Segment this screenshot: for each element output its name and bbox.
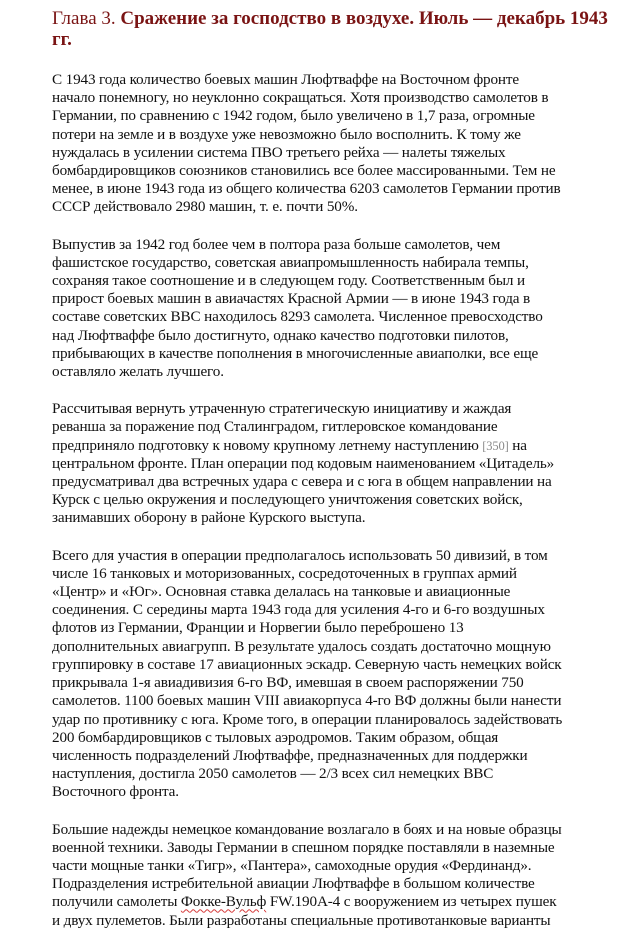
footnote-reference-link[interactable]: [350] bbox=[482, 438, 509, 453]
chapter-heading bbox=[52, 8, 624, 50]
paragraph-4: Всего для участия в операции предполагалось использовать 50 дивизий, в том числе 16 танковых и моторизованных, сосредоточенных в группах армий «Центр» и «Юг». Основная ставка делалась на танковые и авиационные соединения. С середины марта 1943 года для усиления 4-го и 6-го воздушных флотов из Германии, Франции и Норвегии было переброшено 13 дополнительных авиагрупп. В результате удалось создать достаточно мощную группировку в составе 17 авиационных эскадр. Северную часть немецких войск прикрывала 1-я авиадивизия 6-го ВФ, имевшая в своем распоряжении 750 самолетов. 1100 боевых машин VIII авиакорпуса 4-го ВФ должны были нанести удар по противнику с юга. Кроме того, в операции планировалось задействовать 200 бомбардировщиков с тыловых аэродромов. Таким образом, общая численность подразделений Люфтваффе, предназначенных для поддержки наступления, достигла 2050 самолетов — 2/3 всех сил немецких ВВС Восточного фронта. bbox=[52, 546, 563, 801]
paragraph-3 bbox=[52, 400, 624, 527]
spellcheck-marked-word: Фокке-Вульф bbox=[180, 893, 267, 911]
paragraph-3-text-end: на центральном фронте. План операции под кодовым наименованием «Цитадель» предусматривал два встречных удара с севера и с юга в общем направлении на Курск с целью окружения и последующего уничтожения советских войск, занимавших оборону в районе Курского выступа. bbox=[52, 436, 555, 527]
paragraph-5-text-start: Большие надежды немецкое командование возлагало в боях и на новые образцы военной техники. Заводы Германии в спешном порядке поставляли в наземные части мощные танки «Тигр», «Пантера», самоходные орудия «Фердинанд». Подразделения истребительной авиации Люфтваффе в большом количестве получили самолеты bbox=[52, 820, 562, 911]
chapter-title: Сражение за господство в воздухе. Июль — декабрь 1943 гг. bbox=[52, 8, 608, 50]
paragraph-1: С 1943 года количество боевых машин Люфтваффе на Восточном фронте начало понемногу, но неуклонно сокращаться. Хотя производство самолетов в Германии, по сравнению с 1942 годом, было увеличено в 1,7 раза, огромные потери на земле и в воздухе уже невозможно было восполнить. К тому же нуждалась в усилении система ПВО третьего рейха — налеты тяжелых бомбардировщиков союзников становились все более массированными. Тем не менее, в июне 1943 года из общего количества 6203 самолетов Германии против СССР действовало 2980 машин, т. е. почти 50%. bbox=[52, 71, 561, 216]
paragraph-5-text-end: FW.190A-4 с вооружением из четырех пушек и двух пулеметов. Были разработаны специальные противотанковые варианты bbox=[52, 893, 557, 929]
chapter-number: Глава 3. bbox=[52, 8, 121, 29]
paragraph-3-text-start: Рассчитывая вернуть утраченную стратегическую инициативу и жаждая реванша за поражение под Сталинградом, гитлеровское командование предприняло подготовку к новому крупному летнему наступлению bbox=[52, 400, 512, 454]
paragraph-2: Выпустив за 1942 год более чем в полтора раза больше самолетов, чем фашистское государство, советская авиапромышленность набирала темпы, сохраняя такое соотношение и в следующем году. Соответственным был и прирост боевых машин в авиачастях Красной Армии — в июне 1943 года в составе советских ВВС находилось 8293 самолета. Численное превосходство над Люфтваффе было достигнуто, однако качество подготовки пилотов, прибывающих в качестве пополнения в многочисленные авиаполки, все еще оставляло желать лучшего. bbox=[52, 235, 543, 381]
paragraph-5 bbox=[52, 821, 624, 930]
